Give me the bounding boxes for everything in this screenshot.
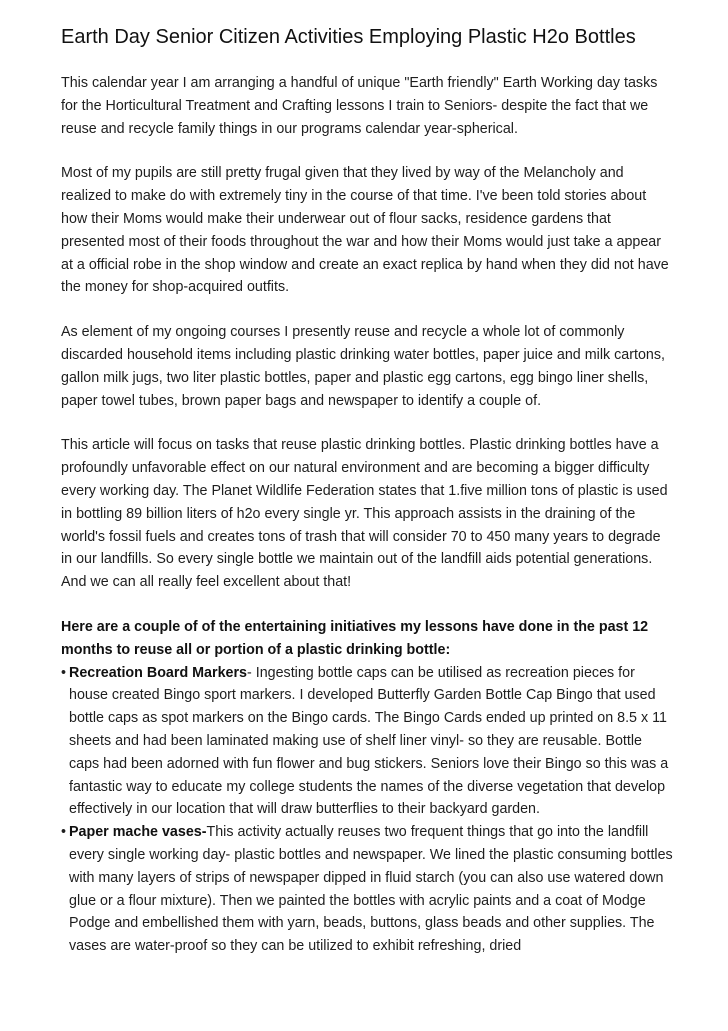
list-item-term: Paper mache vases- xyxy=(69,824,207,841)
bullet-icon: • xyxy=(61,824,67,841)
document-page xyxy=(61,26,673,958)
paragraph-frugal-students: Most of my pupils are still pretty frugal given that they lived by way of the Melancholy and realized to make do with extremely tiny in the course of that time. I've been told stories about how their Moms would make their underwear out of flour sacks, residence gardens that presented most of their foods throughout the war and how their Moms would just take a appear at a official robe in the shop window and create an exact replica by hand when they did not have the money for shop-acquired outfits. xyxy=(61,165,669,296)
bullet-icon: • xyxy=(61,664,67,681)
paragraph-intro: This calendar year I am arranging a handful of unique "Earth friendly" Earth Working day tasks for the Horticultural Treatment and Crafting lessons I train to Seniors- despite the fact that we reuse and recycle family things in our programs calendar year-spherical. xyxy=(61,75,658,137)
list-item-game-markers xyxy=(61,662,673,822)
list-item-text: This activity actually reuses two frequent things that go into the landfill every single working day- plastic bottles and newspaper. We lined the plastic consuming bottles with many layers of strips of newspaper dipped in fluid starch (you can also use watered down glue or a flour mixture). Then we painted the bottles with acrylic paints and a coat of Modge Podge and embellished them with yarn, beads, buttons, glass beads and other supplies. The vases are water-proof so they can be utilized to exhibit refreshing, dried xyxy=(69,824,673,955)
list-item-vases xyxy=(61,821,673,958)
list-item-term: Recreation Board Markers xyxy=(69,664,247,681)
article-title: Earth Day Senior Citizen Activities Employing Plastic H2o Bottles xyxy=(61,26,636,48)
paragraph-reused-items: As element of my ongoing courses I presently reuse and recycle a whole lot of commonly discarded household items including plastic drinking water bottles, paper juice and milk cartons, gallon milk jugs, two liter plastic bottles, paper and plastic egg cartons, egg bingo liner shells, paper towel tubes, brown paper bags and newspaper to identify a couple of. xyxy=(61,324,665,409)
paragraph-plastic-bottles: This article will focus on tasks that reuse plastic drinking bottles. Plastic drinking bottles have a profoundly unfavorable effect on our natural environment and are becoming a bigger difficulty every working day. The Planet Wildlife Federation states that 1.five million tons of plastic is used in bottling 89 billion liters of h2o every single yr. This approach assists in the draining of the world's fossil fuels and creates tons of trash that will consider 70 to 450 many years to degrade in our landfills. So every single bottle we maintain out of the landfill aids potential generations. And we can all really feel excellent about that! xyxy=(61,437,668,591)
list-item-text: - Ingesting bottle caps can be utilised as recreation pieces for house created Bingo sport markers. I developed Butterfly Garden Bottle Cap Bingo that used bottle caps as spot markers on the Bingo cards. The Bingo Cards ended up printed on 8.5 x 11 sheets and had been laminated making use of shelf liner vinyl- so they are reusable. Bottle caps had been adorned with fun flower and bug stickers. Seniors love their Bingo so this was a fantastic way to educate my college students the names of the diverse vegetation that develop effectively in our location that will draw butterflies to their backyard garden. xyxy=(69,664,669,818)
initiatives-list xyxy=(61,662,673,958)
initiatives-lead: Here are a couple of of the entertaining initiatives my lessons have done in the past 12 months to reuse all or portion of a plastic drinking bottle: xyxy=(61,618,649,658)
